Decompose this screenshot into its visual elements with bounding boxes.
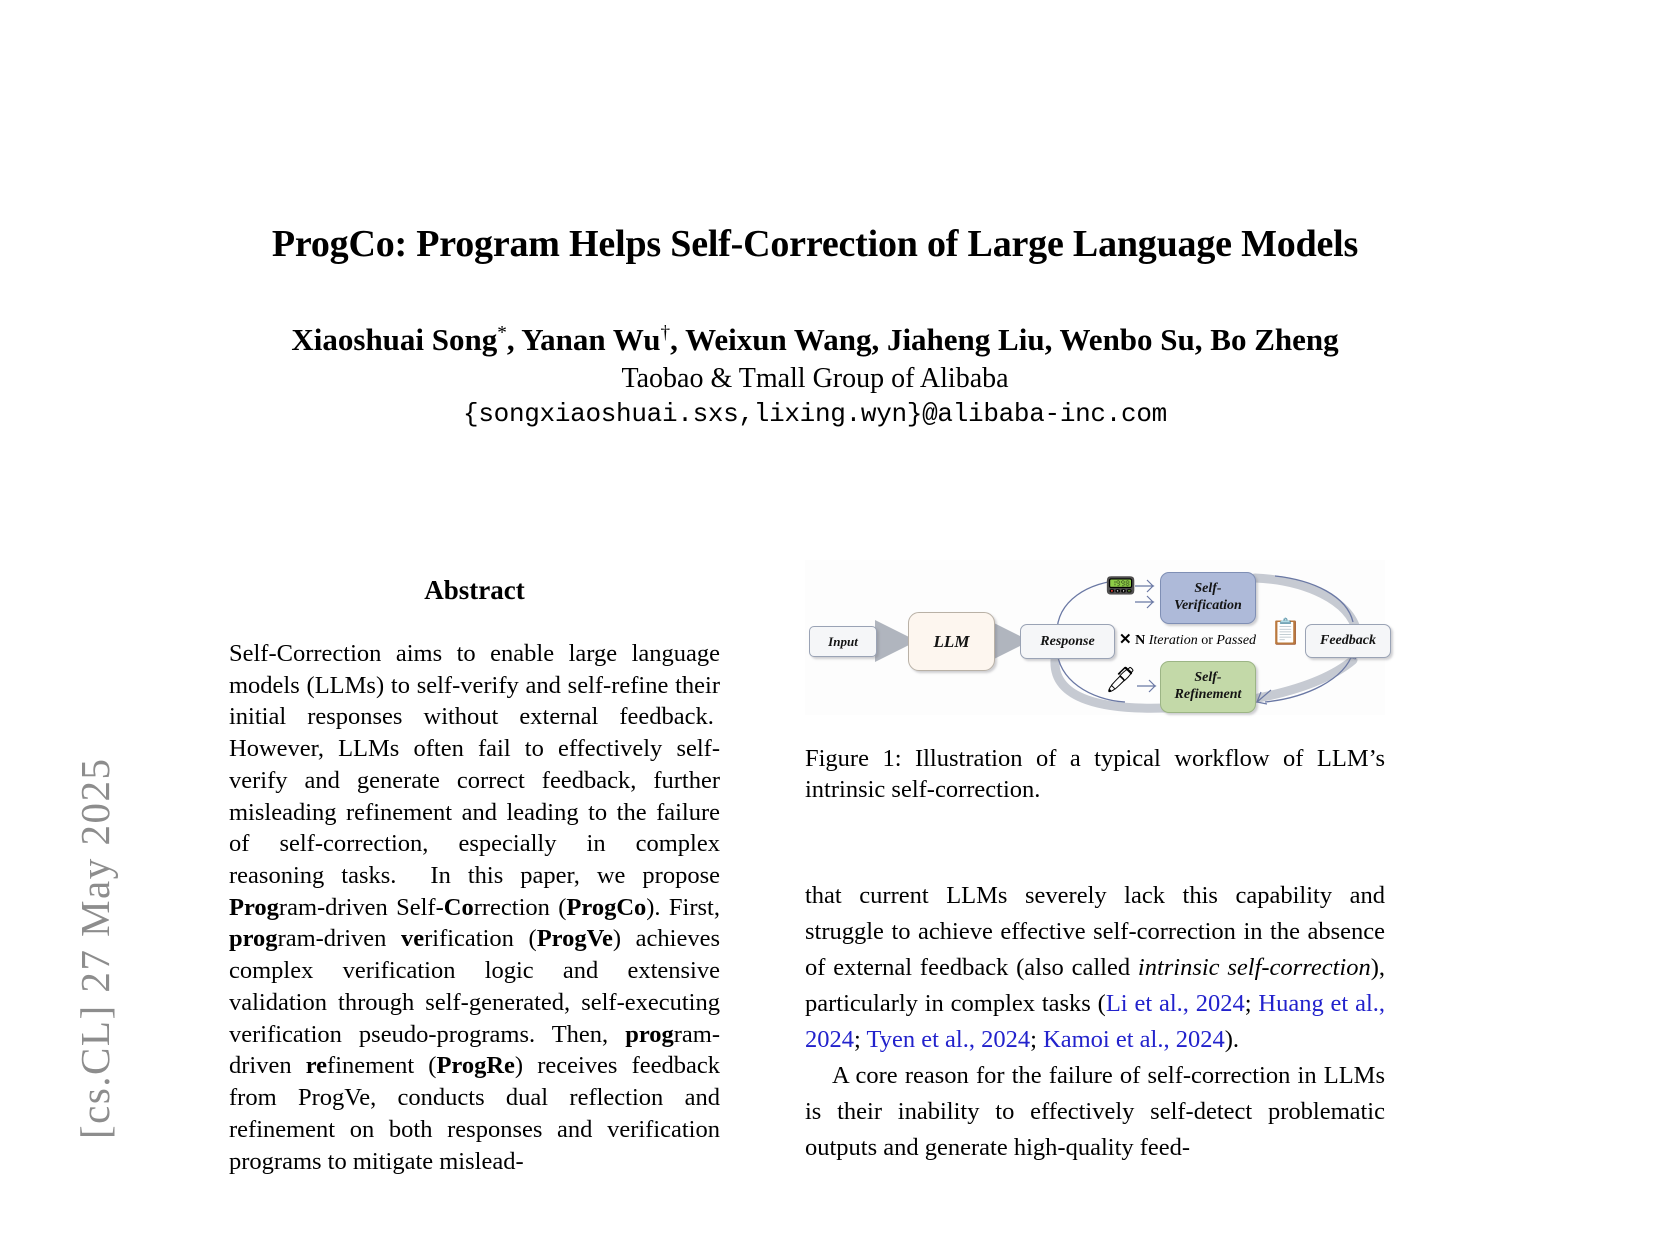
figure-node-llm: LLM: [908, 612, 995, 671]
clipboard-search-icon: 📋: [1270, 619, 1302, 646]
figure-node-input: Input: [809, 626, 877, 657]
body-paragraph-1: that current LLMs severely lack this capability and struggle to achieve effective self-correction in the absence of external feedback (also called intrinsic self-correction), particularly in complex tasks (Li et al., 2024; Huang et al., 2024; Tyen et al., 2024; Kamoi et al., 2024).: [805, 881, 1386, 1053]
figure-node-feedback: Feedback: [1305, 624, 1391, 658]
figure-node-self-verification: [1160, 572, 1256, 624]
body-paragraph-2: A core reason for the failure of self-correction in LLMs is their inability to effectively self-detect problematic outputs and generate high-quality feed-: [805, 1061, 1385, 1161]
figure-node-self-refinement: [1160, 661, 1256, 713]
abstract-heading: Abstract: [424, 575, 525, 605]
arxiv-vertical-stamp: [cs.CL] 27 May 2025: [72, 757, 118, 1139]
self-refinement-line2: Refinement: [1174, 687, 1242, 702]
pen-sparkle-icon: 🖊: [1105, 667, 1137, 694]
figure-node-response: Response: [1020, 624, 1115, 659]
author-list: Xiaoshuai Song*, Yanan Wu†, Weixun Wang, Jiaheng Liu, Wenbo Su, Bo Zheng: [291, 322, 1339, 357]
figure-caption: Figure 1: Illustration of a typical workflow of LLM’s intrinsic self-correction.: [805, 745, 1385, 804]
affiliation: Taobao & Tmall Group of Alibaba: [621, 363, 1009, 394]
contact-email: {songxiaoshuai.sxs,lixing.wyn}@alibaba-inc.com: [463, 399, 1167, 429]
radio-device-icon: 📟: [1105, 573, 1137, 600]
iteration-word: Iteration: [1148, 633, 1198, 648]
left-column: [229, 575, 720, 1177]
iteration-count: N: [1135, 633, 1146, 648]
figure-canvas: [805, 560, 1385, 715]
or-word: or: [1201, 633, 1213, 648]
abstract-body: Self-Correction aims to enable large language models (LLMs) to self-verify and self-refine their initial responses without external feedback. However, LLMs often fail to effectively self-verify and generate correct feedback, further misleading refinement and leading to the failure of self-correction, especially in complex reasoning tasks. In this paper, we propose Program-driven Self-Correction (ProgCo). First, program-driven verification (ProgVe) achieves complex verification logic and extensive validation through self-generated, self-executing verification pseudo-programs. Then, program-driven refinement (ProgRe) receives feedback from ProgVe, conducts dual reflection and refinement on both responses and verification programs to mitigate mislead-: [229, 640, 721, 1175]
column-spacer: [805, 806, 1385, 878]
self-verification-line1: Self-: [1194, 581, 1222, 597]
figure-iteration-label: [1119, 630, 1256, 649]
self-refinement-line1: Self-: [1194, 670, 1222, 686]
self-verification-line2: Verification: [1174, 598, 1242, 613]
right-column: [805, 560, 1385, 1166]
multiply-icon: ✕: [1119, 632, 1132, 648]
figure-1: [805, 560, 1385, 715]
passed-word: Passed: [1216, 633, 1257, 648]
page-title: ProgCo: Program Helps Self-Correction of Large Language Models: [271, 223, 1359, 266]
